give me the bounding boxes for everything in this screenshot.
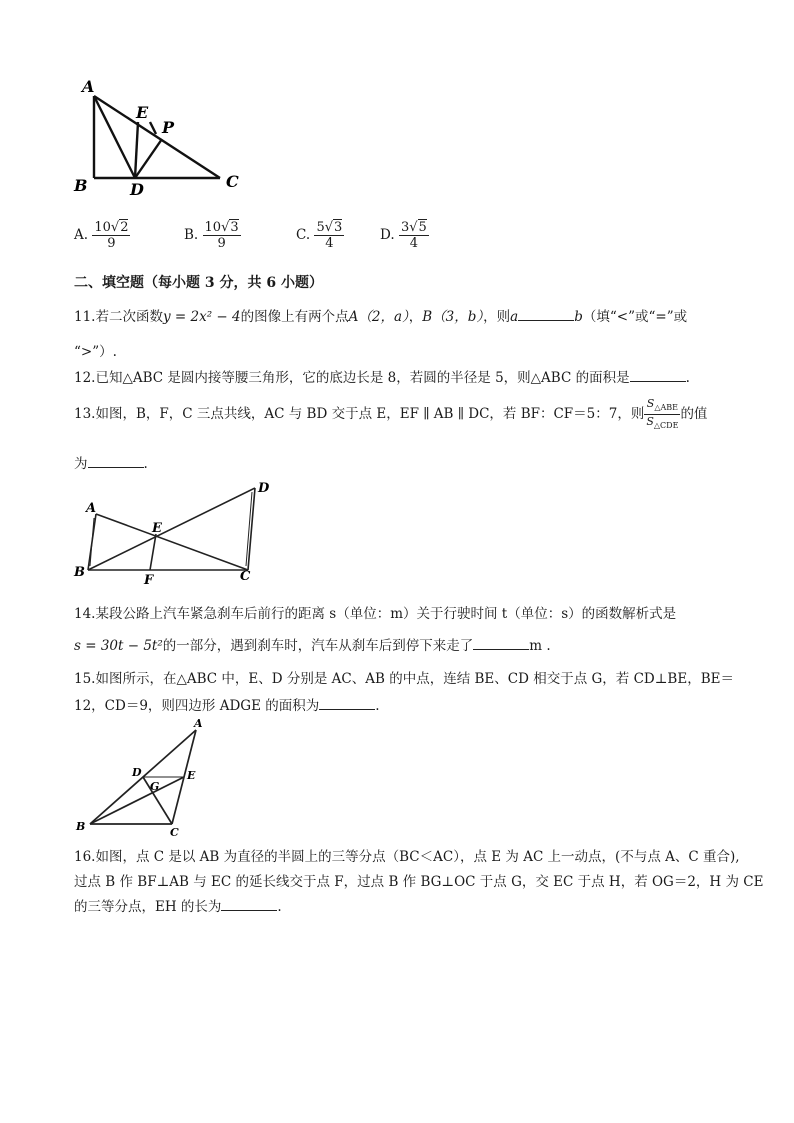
figure-q15 [70, 716, 220, 841]
fig1-label-e: E [136, 103, 149, 122]
option-a-fraction: $\frac{10√2}{9}$ [94, 220, 129, 251]
fig15-label-d: D [132, 766, 142, 779]
question-12: 12.已知△ABC 是圆内接等腰三角形，它的底边长是 8，若圆的半径是 5，则△ABC 的面积是 . [74, 370, 690, 386]
q14-answer-blank[interactable] [473, 637, 529, 650]
section-heading: 二、填空题（每小题 3 分，共 6 小题） [74, 275, 323, 291]
option-d-fraction: $\frac{3√5}{4}$ [400, 220, 427, 251]
q13-answer-blank[interactable] [88, 455, 144, 468]
question-13-line2: 为 . [74, 456, 148, 472]
fig15-label-e: E [187, 769, 196, 782]
question-14-line2: s = 30t − 5t²的一部分，遇到刹车时，汽车从刹车后到停下来走了 m . [74, 638, 551, 654]
fig15-label-a: A [194, 717, 203, 730]
fig13-label-b: B [74, 565, 85, 580]
option-b[interactable]: B. $\frac{10√3}{9}$ [184, 220, 239, 251]
question-15-line2: 12，CD＝9，则四边形 ADGE 的面积为 . [74, 698, 380, 714]
fig13-label-e: E [152, 521, 162, 536]
fig13-label-a: A [86, 501, 97, 516]
fig1-label-b: B [74, 176, 88, 195]
q16-answer-blank[interactable] [221, 898, 277, 911]
option-a[interactable]: A. $\frac{10√2}{9}$ [74, 220, 129, 251]
fig13-label-c: C [240, 569, 251, 584]
fig1-label-d: D [130, 180, 144, 199]
question-13: 13.如图，B，F，C 三点共线，AC 与 BD 交于点 E，EF ∥ AB ∥ DC，若 BF：CF＝5：7，则 $\frac{S_{\triangle ABE}}{S_{\triangle CDE}}$ 的值 [74, 397, 708, 431]
question-16-line3: 的三等分点，EH 的长为 . [74, 899, 282, 915]
figure-triangle-abc-q10 [70, 76, 250, 201]
figure-q13 [72, 478, 282, 588]
fig15-label-g: G [150, 780, 160, 793]
question-16-line2: 过点 B 作 BF⊥AB 与 EC 的延长线交于点 F，过点 B 作 BG⊥OC 于点 G，交 EC 于点 H，若 OG＝2，H 为 CE [74, 874, 764, 890]
q13-area-ratio: $\frac{S_{\triangle ABE}}{S_{\triangle CDE}}$ [646, 397, 679, 431]
fig13-label-f: F [144, 573, 154, 588]
q12-answer-blank[interactable] [630, 369, 686, 382]
question-11: 11.若二次函数y = 2x² − 4的图像上有两个点A（2，a），B（3，b），则a b（填“<”或“=”或 [74, 309, 688, 325]
question-16: 16.如图，点 C 是以 AB 为直径的半圆上的三等分点（BC＜AC），点 E 为 AC 上一动点，(不与点 A、C 重合), [74, 849, 740, 865]
fig15-label-c: C [170, 826, 179, 839]
q11-answer-blank[interactable] [518, 308, 574, 321]
fig1-label-c: C [226, 172, 239, 191]
question-11-line2: “>”）. [74, 344, 117, 360]
q15-answer-blank[interactable] [319, 697, 375, 710]
fig1-label-p: P [162, 118, 175, 137]
option-c-fraction: $\frac{5√3}{4}$ [316, 220, 343, 251]
question-15: 15.如图所示，在△ABC 中，E、D 分别是 AC、AB 的中点，连结 BE、CD 相交于点 G，若 CD⊥BE，BE＝ [74, 671, 734, 687]
fig15-label-b: B [76, 820, 86, 833]
fig1-label-a: A [82, 77, 95, 96]
option-c[interactable]: C. $\frac{5√3}{4}$ [296, 220, 343, 251]
option-b-fraction: $\frac{10√3}{9}$ [204, 220, 239, 251]
fig13-label-d: D [258, 481, 270, 496]
option-d[interactable]: D. $\frac{3√5}{4}$ [380, 220, 427, 251]
question-14: 14.某段公路上汽车紧急刹车后前行的距离 s（单位：m）关于行驶时间 t（单位：s）的函数解析式是 [74, 606, 677, 622]
